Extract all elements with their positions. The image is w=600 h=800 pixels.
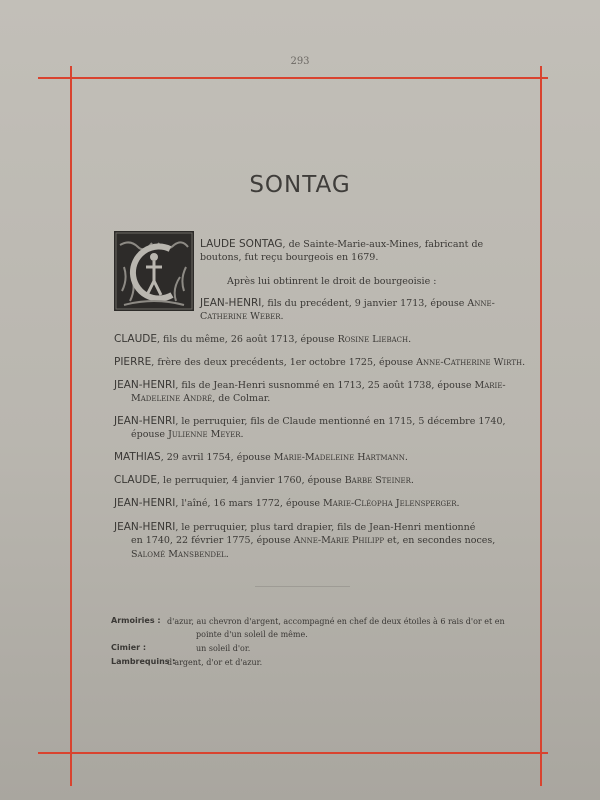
entry-line	[131, 548, 229, 562]
cimier-text: un soleil d'or.	[196, 644, 251, 653]
entry-line	[114, 378, 506, 393]
cimier-label: Cimier :	[111, 643, 147, 652]
entry-line	[114, 520, 475, 535]
armoiries-label: Armoiries :	[111, 616, 161, 625]
entry-name: CLAUDE	[114, 474, 158, 486]
entry-spouse: Julienne Meyer.	[168, 429, 244, 440]
entry-name: PIERRE	[114, 356, 152, 368]
entry-line	[114, 473, 414, 488]
entry-text: , fils du precédent, 9 janvier 1713, épouse	[261, 298, 468, 309]
entry-name: JEAN-HENRI	[114, 521, 176, 533]
entry-text: en 1740, 22 février 1775, épouse	[131, 535, 294, 546]
entry-spouse: Rosine Liebach.	[337, 334, 412, 345]
entry-line	[131, 428, 244, 442]
entry-name: JEAN-HENRI	[114, 379, 176, 391]
entry-text: , de Colmar.	[212, 393, 271, 404]
entry-text: , frère des deux precédents, 1er octobre 1725, épouse	[151, 357, 417, 368]
entry-spouse: Marie-Cléopha Jelensperger.	[323, 498, 460, 509]
entry-spouse: Salomé Mansbendel.	[131, 549, 229, 560]
entry-text: , le perruquier, fils de Claude mentionné en 1715, 5 décembre 1740,	[175, 416, 506, 427]
intro-line-2: boutons, fut reçu bourgeois en 1679.	[200, 252, 379, 263]
entry-spouse: Anne-	[467, 298, 495, 309]
entry-spouse: Anne-Marie Philipp	[293, 535, 385, 546]
entry-text: , fils du même, 26 août 1713, épouse	[157, 334, 338, 345]
entry-text: épouse	[131, 429, 169, 440]
entry-spouse: Marie-Madeleine Hartmann.	[273, 452, 408, 463]
entry-name: JEAN-HENRI	[114, 497, 176, 509]
ornate-dropcap-c-icon	[114, 231, 194, 311]
entry-line	[131, 392, 270, 406]
entry-name: JEAN-HENRI	[200, 297, 262, 309]
border-rule-bottom	[38, 752, 548, 754]
entry-text: , fils de Jean-Henri susnommé en 1713, 25 août 1738, épouse	[175, 380, 475, 391]
entry-text: , le perruquier, 4 janvier 1760, épouse	[157, 475, 345, 486]
lambrequins-text: d'argent, d'or et d'azur.	[167, 658, 263, 667]
entry-name: CLAUDE	[114, 333, 158, 345]
intro-text: , de Sainte-Marie-aux-Mines, fabricant de	[282, 239, 484, 250]
page-number: 293	[290, 56, 310, 67]
entry-name: JEAN-HENRI	[114, 415, 176, 427]
entry-spouse: Barbe Steiner.	[344, 475, 414, 486]
entry-line	[114, 414, 506, 429]
lambrequins-label: Lambrequins :	[111, 657, 176, 666]
entry-line	[131, 534, 495, 548]
entry-text: , 29 avril 1754, épouse	[160, 452, 274, 463]
entry-line	[200, 310, 284, 324]
entry-line	[114, 355, 525, 370]
intro-name: LAUDE SONTAG	[200, 238, 283, 250]
armoiries-text-2: pointe d'un soleil de même.	[196, 630, 308, 639]
entry-text: , le perruquier, plus tard drapier, fils de Jean-Henri mentionné	[175, 522, 476, 533]
entry-line	[114, 450, 408, 465]
entry-line	[200, 296, 495, 311]
armoiries-text-1: d'azur, au chevron d'argent, accompagné en chef de deux étoiles à 6 rais d'or et en	[167, 617, 505, 626]
entry-spouse: Catherine Weber.	[200, 311, 284, 322]
entry-line	[114, 496, 460, 511]
entry-spouse: Marie-	[474, 380, 506, 391]
family-title: SONTAG	[249, 172, 351, 198]
section-divider	[255, 586, 350, 587]
entry-line	[114, 332, 411, 347]
border-rule-top	[38, 77, 548, 79]
intro-line-3: Après lui obtinrent le droit de bourgeoisie :	[227, 276, 437, 287]
intro-line-1	[200, 237, 483, 252]
entry-name: MATHIAS	[114, 451, 161, 463]
entry-text: , l'aîné, 16 mars 1772, épouse	[175, 498, 324, 509]
entry-spouse: Anne-Catherine Wirth.	[416, 357, 526, 368]
entry-text: et, en secondes noces,	[384, 535, 496, 546]
entry-spouse: Madeleine André	[131, 393, 213, 404]
